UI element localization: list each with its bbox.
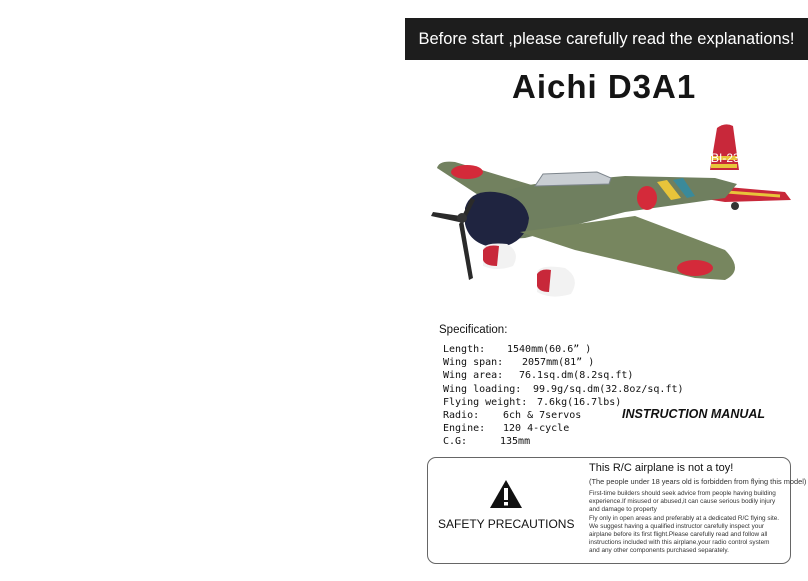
spec-label: Radio: xyxy=(443,409,480,421)
tail-code: BI-231 xyxy=(711,151,747,165)
instruction-line: First-time builders should seek advice from people having building xyxy=(589,490,776,497)
spec-row xyxy=(443,369,684,382)
spec-row xyxy=(443,435,684,448)
document-title: Aichi D3A1 xyxy=(512,68,697,105)
spec-label: Wing span: xyxy=(443,357,504,369)
instruction-line: Fly only in open areas and preferably at a dedicated R/C flying site. xyxy=(589,514,780,522)
spec-label: Wing area: xyxy=(443,370,504,382)
instruction-line: and damage to property xyxy=(589,506,657,514)
spec-value: 7.6kg(16.7lbs) xyxy=(537,396,622,408)
specification-heading: Specification: xyxy=(439,324,508,336)
aircraft-illustration xyxy=(425,120,800,320)
instruction-line: instructions included with this airplane,your radio control system xyxy=(589,539,770,547)
canopy xyxy=(535,172,611,186)
instruction-line: We suggest having a qualified instructor carefully inspect your xyxy=(589,522,765,530)
spec-label: Engine: xyxy=(443,423,486,435)
tail-wheel xyxy=(731,202,739,210)
banner-text: Before start ,please carefully read the explanations! xyxy=(418,29,795,48)
spec-row xyxy=(443,422,684,435)
instruction-line: and any other components purchased separately. xyxy=(589,547,729,555)
spec-row xyxy=(443,383,684,396)
spec-value: 2057mm(81” ) xyxy=(522,357,595,369)
safety-precautions-title: SAFETY PRECAUTIONS xyxy=(438,517,575,531)
specification-table xyxy=(443,343,684,449)
spec-label: Flying weight: xyxy=(443,396,528,408)
spec-value: 135mm xyxy=(500,436,531,448)
spec-row xyxy=(443,343,684,356)
spinner xyxy=(457,213,467,223)
hinomaru-upper-wing xyxy=(451,165,483,179)
spec-value: 76.1sq.dm(8.2sq.ft) xyxy=(519,370,634,382)
spec-value: 6ch & 7servos xyxy=(503,409,582,421)
spec-row xyxy=(443,356,684,369)
spec-value: 1540mm(60.6” ) xyxy=(507,344,592,355)
instruction-line: airplane before its first flight.Please carefully read and follow all xyxy=(589,531,768,539)
age-restriction-note: (The people under 18 years old is forbidden from flying this model) xyxy=(589,477,807,486)
spec-label: Length: xyxy=(443,344,486,355)
safety-instructions xyxy=(589,490,789,556)
spec-label: Wing loading: xyxy=(443,383,522,395)
landing-gear xyxy=(537,270,551,293)
instruction-manual-label: INSTRUCTION MANUAL xyxy=(622,407,766,421)
instruction-line: experience.If misused or abused,it can cause serious bodily injury xyxy=(589,498,776,506)
spec-value: 99.9g/sq.dm(32.8oz/sq.ft) xyxy=(533,383,684,395)
propeller xyxy=(431,212,461,222)
spec-value: 120 4-cycle xyxy=(503,423,570,435)
safety-headline: This R/C airplane is not a toy! xyxy=(589,462,734,474)
hinomaru-lower-wing xyxy=(677,260,713,276)
hinomaru-fuselage xyxy=(637,186,657,210)
spec-label: C.G: xyxy=(443,436,468,448)
warning-icon xyxy=(489,479,523,509)
landing-gear xyxy=(483,246,499,267)
header-banner xyxy=(405,18,808,60)
